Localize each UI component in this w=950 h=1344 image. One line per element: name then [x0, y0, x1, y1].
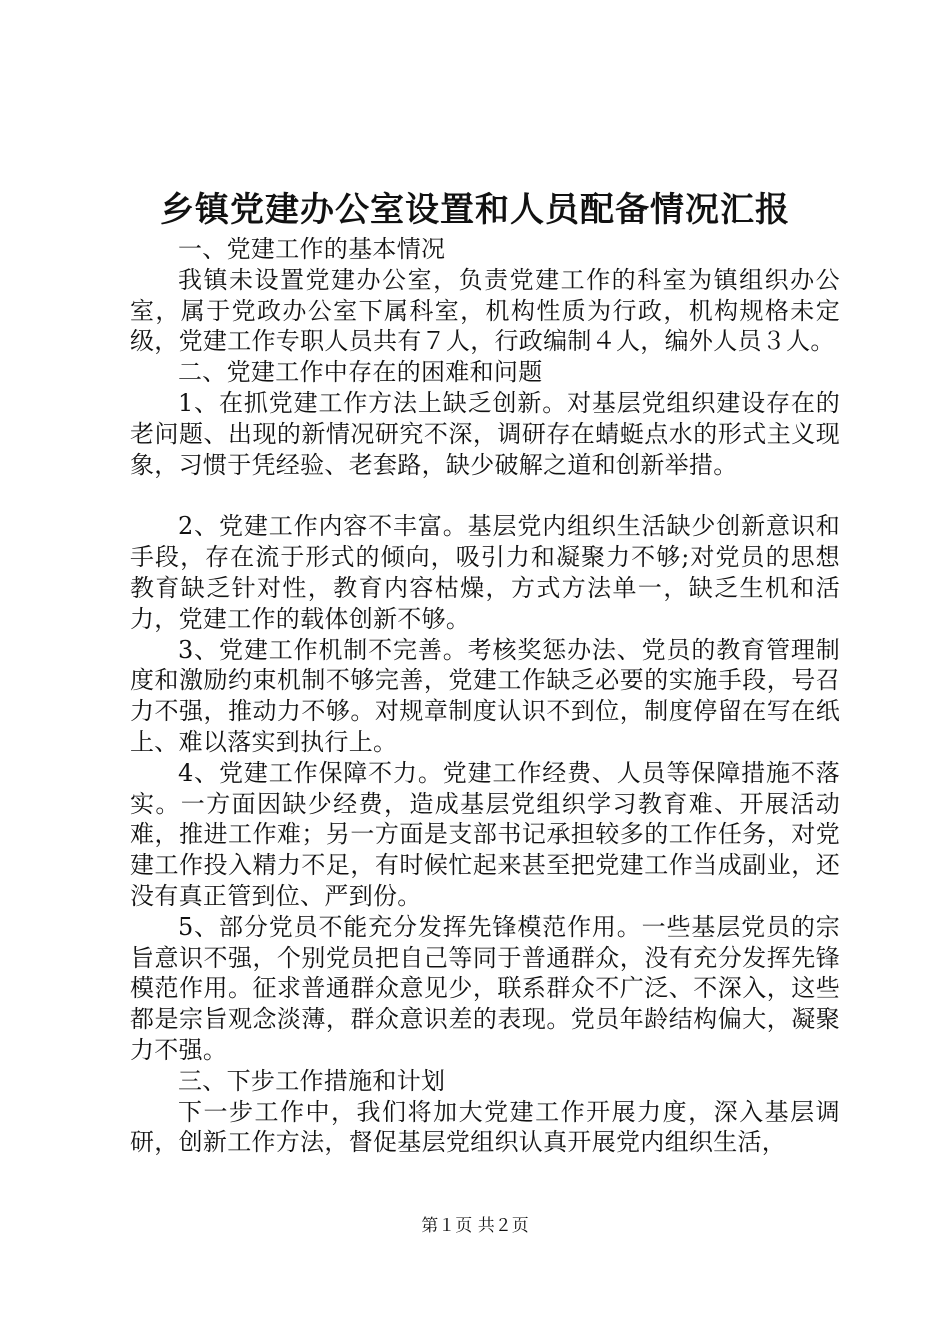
document-body	[130, 234, 840, 1158]
paragraph-spacer	[130, 480, 840, 511]
paragraph-problem-1: 1、在抓党建工作方法上缺乏创新。对基层党组织建设存在的老问题、出现的新情况研究不深，调研存在蜻蜓点水的形式主义现象，习惯于凭经验、老套路，缺少破解之道和创新举措。	[130, 388, 840, 479]
section-heading-1: 一、党建工作的基本情况	[178, 235, 446, 263]
paragraph-problem-5: 5、部分党员不能充分发挥先锋模范作用。一些基层党员的宗旨意识不强，个别党员把自己等同于普通群众，没有充分发挥先锋模范作用。征求普通群众意见少，联系群众不广泛、不深入，这些都是宗旨观念淡薄，群众意识差的表现。党员年龄结构偏大，凝聚力不强。	[130, 912, 840, 1064]
document-title: 乡镇党建办公室设置和人员配备情况汇报	[160, 190, 790, 230]
paragraph-basic-situation: 我镇未设置党建办公室，负责党建工作的科室为镇组织办公室，属于党政办公室下属科室，机构性质为行政，机构规格未定级，党建工作专职人员共有７人，行政编制４人，编外人员３人。	[130, 265, 840, 356]
page-footer: 第１页 共２页	[421, 1216, 529, 1236]
section-heading-3: 三、下步工作措施和计划	[178, 1066, 446, 1095]
paragraph-next-steps: 下一步工作中，我们将加大党建工作开展力度，深入基层调研，创新工作方法，督促基层党组织认真开展党内组织生活，	[130, 1097, 840, 1157]
paragraph-problem-4: 4、党建工作保障不力。党建工作经费、人员等保障措施不落实。一方面因缺少经费，造成基层党组织学习教育难、开展活动难，推进工作难；另一方面是支部书记承担较多的工作任务，对党建工作投入精力不足，有时候忙起来甚至把党建工作当成副业，还没有真正管到位、严到份。	[130, 758, 840, 910]
paragraph-problem-2: 2、党建工作内容不丰富。基层党内组织生活缺少创新意识和手段，存在流于形式的倾向，吸引力和凝聚力不够;对党员的思想教育缺乏针对性，教育内容枯燥，方式方法单一，缺乏生机和活力，党建工作的载体创新不够。	[130, 512, 840, 633]
paragraph-problem-3: 3、党建工作机制不完善。考核奖惩办法、党员的教育管理制度和激励约束机制不够完善，党建工作缺乏必要的实施手段，号召力不强，推动力不够。对规章制度认识不到位，制度停留在写在纸上、难以落实到执行上。	[130, 635, 840, 756]
section-heading-2: 二、党建工作中存在的困难和问题	[178, 358, 543, 387]
